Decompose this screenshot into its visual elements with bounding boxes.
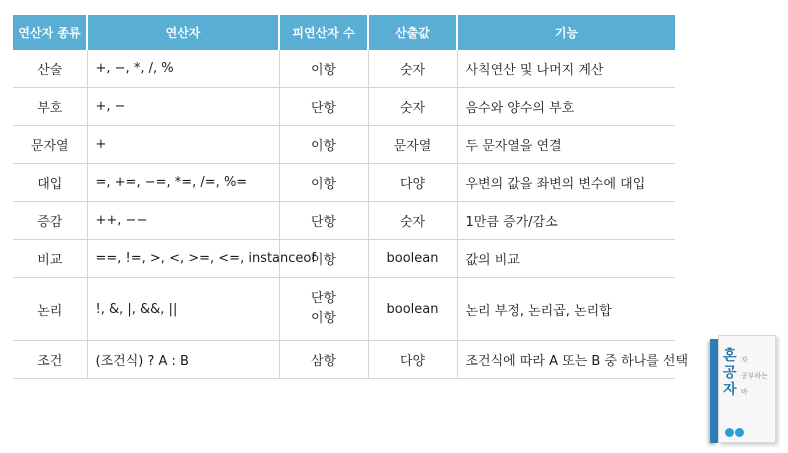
header-function: 기능: [457, 15, 675, 50]
header-kind: 연산자 종류: [13, 15, 87, 50]
book-spine: [710, 339, 718, 443]
cell-result: boolean: [368, 240, 457, 278]
logo-dot-icon: [725, 428, 734, 437]
cell-kind: 논리: [13, 278, 87, 341]
table-row: [13, 341, 675, 379]
cell-operators: !, &, |, &&, ||: [87, 278, 279, 341]
table-row: [13, 88, 675, 126]
book-subtitle-text: 공부하는: [741, 372, 769, 380]
cell-result: 숫자: [368, 88, 457, 126]
cell-operators: =, +=, −=, *=, /=, %=: [87, 164, 279, 202]
cell-operands: [279, 278, 368, 341]
cell-kind: 산술: [13, 50, 87, 88]
table-row: [13, 240, 675, 278]
cell-kind: 부호: [13, 88, 87, 126]
table-row: [13, 164, 675, 202]
cell-operators: +: [87, 126, 279, 164]
cell-result: 다양: [368, 164, 457, 202]
cell-result: 숫자: [368, 202, 457, 240]
header-result: 산출값: [368, 15, 457, 50]
cell-function: 1만큼 증가/감소: [457, 202, 675, 240]
cell-operands: 이항: [279, 50, 368, 88]
cell-result: 다양: [368, 341, 457, 379]
cell-function: 값의 비교: [457, 240, 675, 278]
operand-count-binary: 이항: [310, 311, 337, 326]
cell-operands: 이항: [279, 164, 368, 202]
book-title-char: 자: [723, 382, 737, 398]
operator-table: [13, 15, 689, 379]
table-header-row: [13, 15, 675, 50]
book-cover: [718, 335, 776, 443]
table-row: [13, 126, 675, 164]
cell-operators: ++, −−: [87, 202, 279, 240]
cell-function: 논리 부정, 논리곱, 논리합: [457, 278, 675, 341]
cell-function: 조건식에 따라 A 또는 B 중 하나를 선택: [457, 341, 675, 379]
book-subtitle-text: 바: [741, 388, 748, 396]
cell-function: 음수와 양수의 부호: [457, 88, 675, 126]
cell-kind: 조건: [13, 341, 87, 379]
cell-operators: (조건식) ? A : B: [87, 341, 279, 379]
cell-kind: 증감: [13, 202, 87, 240]
header-operator: 연산자: [87, 15, 279, 50]
book-subtitle-text: 자: [741, 356, 748, 364]
cell-operands: 이항: [279, 126, 368, 164]
book-subtitle: [741, 352, 768, 400]
cell-result: 숫자: [368, 50, 457, 88]
cell-operands: 단항: [279, 202, 368, 240]
logo-dot-icon: [735, 428, 744, 437]
cell-kind: 문자열: [13, 126, 87, 164]
book-logo-dots: [725, 422, 745, 441]
table-row: [13, 202, 675, 240]
cell-operands: 단항: [279, 88, 368, 126]
cell-operands: 이항: [279, 240, 368, 278]
cell-operators: ==, !=, >, <, >=, <=, instanceof: [87, 240, 279, 278]
table-row: [13, 50, 675, 88]
cell-function: 우변의 값을 좌변의 변수에 대입: [457, 164, 675, 202]
cell-kind: 대입: [13, 164, 87, 202]
cell-kind: 비교: [13, 240, 87, 278]
book-title-char: 공: [723, 365, 737, 381]
header-operand-count: 피연산자 수: [279, 15, 368, 50]
book-cover-thumbnail: [696, 333, 778, 445]
cell-result: 문자열: [368, 126, 457, 164]
cell-operators: +, −: [87, 88, 279, 126]
operand-count-unary: 단항: [310, 291, 337, 306]
cell-function: 두 문자열을 연결: [457, 126, 675, 164]
cell-result: boolean: [368, 278, 457, 341]
cell-operators: +, −, *, /, %: [87, 50, 279, 88]
cell-function: 사칙연산 및 나머지 계산: [457, 50, 675, 88]
book-title: [723, 348, 737, 399]
table-row: [13, 278, 675, 341]
book-title-char: 혼: [723, 348, 737, 364]
cell-operands: 삼항: [279, 341, 368, 379]
